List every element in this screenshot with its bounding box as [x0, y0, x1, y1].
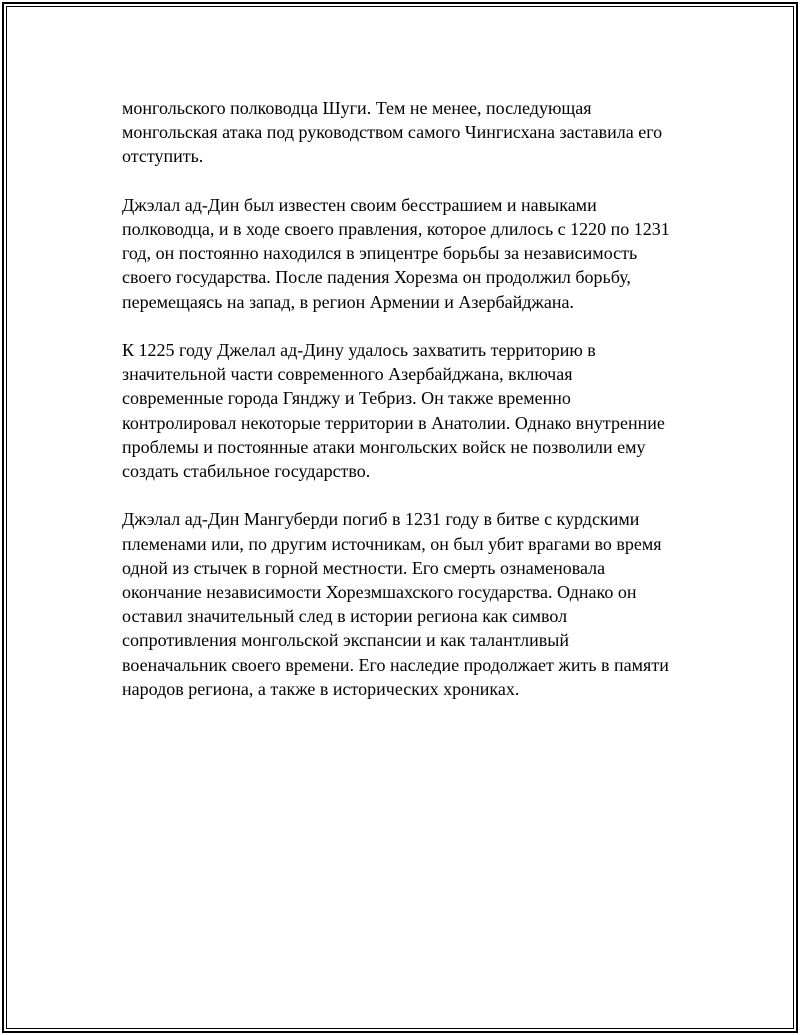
- text-line: К 1225 году Джелал ад-Дину удалось захватить территорию в: [122, 340, 596, 360]
- text-line: создать стабильное государство.: [122, 461, 371, 482]
- paragraph-1: [122, 96, 702, 169]
- paragraph-4: [122, 507, 702, 701]
- document-body: [122, 96, 702, 725]
- text-line: отступить.: [122, 146, 204, 167]
- text-line: значительной части современного Азербайджана, включая: [122, 364, 573, 385]
- text-line: сопротивления монгольской экспансии и как талантливый: [122, 630, 569, 651]
- text-line: одной из стычек в горной местности. Его смерть ознаменовала: [122, 557, 606, 578]
- text-line: современные города Гянджу и Тебриз. Он также временно: [122, 388, 571, 409]
- text-line: оставил значительный след в истории региона как символ: [122, 606, 568, 627]
- text-line: монгольского полководца Шуги. Тем не менее, последующая: [122, 98, 592, 118]
- text-line: племенами или, по другим источникам, он был убит врагами во время: [122, 533, 662, 554]
- text-line: своего государства. После падения Хорезма он продолжил борьбу,: [122, 267, 631, 288]
- paragraph-3: [122, 338, 702, 483]
- text-line: народов региона, а также в исторических хрониках.: [122, 678, 520, 699]
- text-line: перемещаясь на запад, в регион Армении и Азербайджана.: [122, 291, 574, 312]
- text-line: Джэлал ад-Дин Мангуберди погиб в 1231 году в битве с курдскими: [122, 509, 640, 530]
- text-line: год, он постоянно находился в эпицентре борьбы за независимость: [122, 243, 638, 264]
- text-line: военачальник своего времени. Его наследие продолжает жить в памяти: [122, 654, 669, 675]
- text-line: полководца, и в ходе своего правления, которое длилось с 1220 по 1231: [122, 219, 670, 239]
- text-line: проблемы и постоянные атаки монгольских войск не позволили ему: [122, 436, 646, 457]
- text-line: монгольская атака под руководством самого Чингисхана заставила его: [122, 122, 663, 143]
- text-line: Джэлал ад-Дин был известен своим бесстрашием и навыками: [122, 194, 597, 215]
- page-frame: [2, 2, 798, 1033]
- text-line: окончание независимости Хорезмшахского государства. Однако он: [122, 582, 637, 603]
- paragraph-2: [122, 193, 702, 314]
- text-line: контролировал некоторые территории в Анатолии. Однако внутренние: [122, 412, 665, 433]
